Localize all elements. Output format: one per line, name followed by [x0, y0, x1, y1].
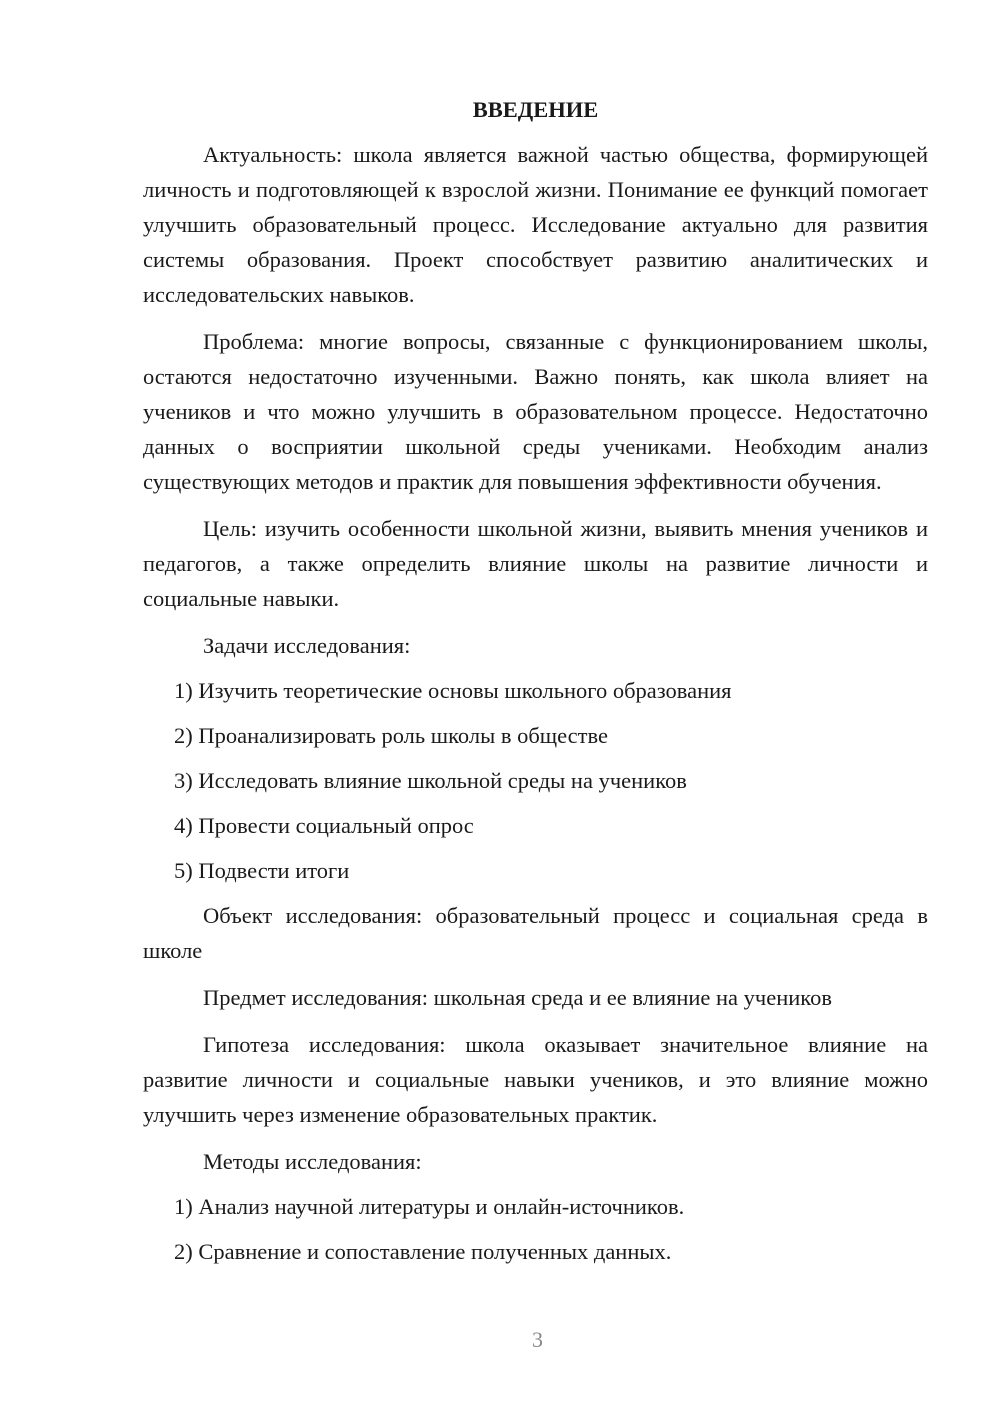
method-item: 2) Сравнение и сопоставление полученных данных. [174, 1239, 672, 1264]
task-item: 4) Провести социальный опрос [174, 813, 474, 838]
goal-paragraph: Цель: изучить особенности школьной жизни, выявить мнения учеников и педагогов, а также определить влияние школы на развитие личности и социальные навыки. [143, 516, 928, 611]
document-title: ВВЕДЕНИЕ [472, 97, 599, 122]
task-item: 1) Изучить теоретические основы школьного образования [174, 678, 732, 703]
method-item: 1) Анализ научной литературы и онлайн-источников. [174, 1194, 685, 1219]
document-page [143, 92, 928, 1279]
hypothesis-paragraph: Гипотеза исследования: школа оказывает значительное влияние на развитие личности и социальные навыки учеников, и это влияние можно улучшить через изменение образовательных практик. [143, 1032, 928, 1127]
relevance-paragraph: Актуальность: школа является важной частью общества, формирующей личность и подготовляющей к взрослой жизни. Понимание ее функций помогает улучшить образовательный процесс. Исследование актуально для развития системы образования. Проект способствует развитию аналитических и исследовательских навыков. [143, 142, 928, 307]
tasks-list [143, 673, 928, 888]
methods-list [143, 1189, 928, 1269]
methods-heading: Методы исследования: [203, 1149, 422, 1174]
subject-paragraph: Предмет исследования: школьная среда и ее влияние на учеников [203, 985, 832, 1010]
object-paragraph: Объект исследования: образовательный процесс и социальная среда в школе [143, 903, 928, 963]
task-item: 5) Подвести итоги [174, 858, 350, 883]
problem-paragraph: Проблема: многие вопросы, связанные с функционированием школы, остаются недостаточно изученными. Важно понять, как школа влияет на учеников и что можно улучшить в образовательном процессе. Недостаточно данных о восприятии школьной среды учениками. Необходим анализ существующих методов и практик для повышения эффективности обучения. [143, 329, 928, 494]
tasks-heading: Задачи исследования: [203, 633, 411, 658]
page-number: 3 [532, 1327, 543, 1352]
task-item: 2) Проанализировать роль школы в обществе [174, 723, 608, 748]
task-item: 3) Исследовать влияние школьной среды на учеников [174, 768, 687, 793]
